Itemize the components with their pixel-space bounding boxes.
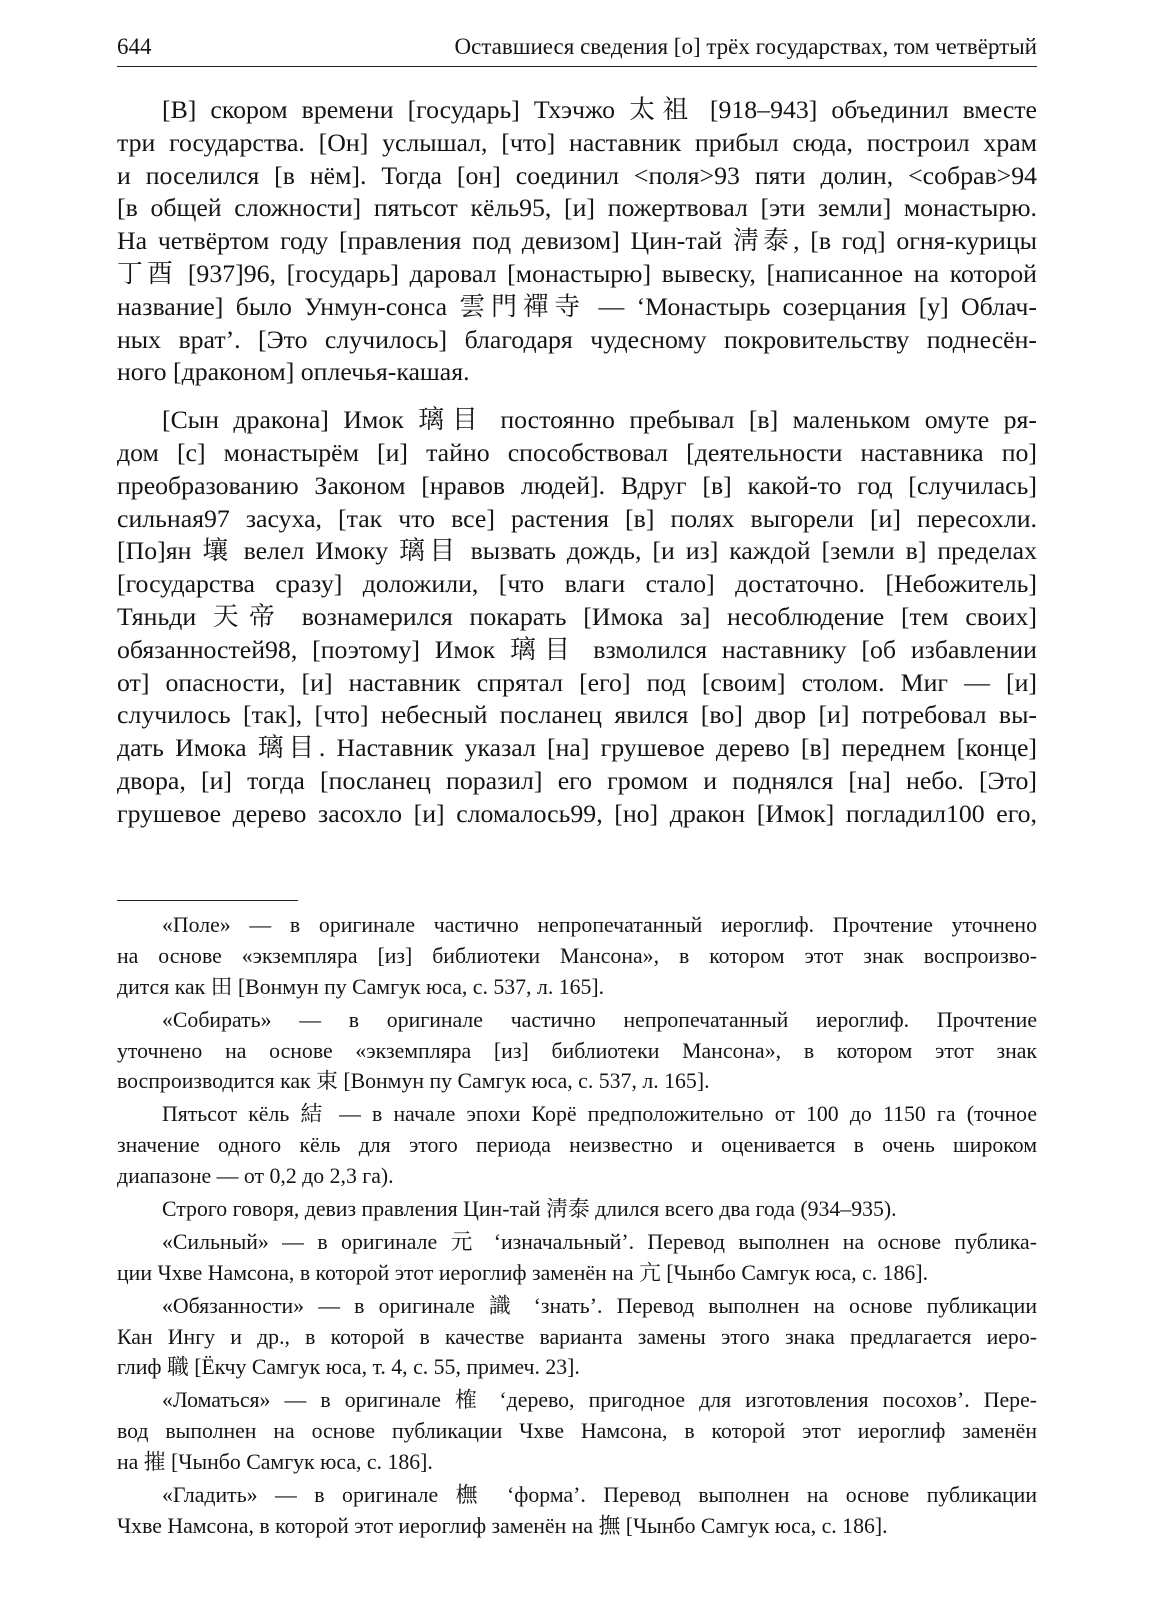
footnote-line: глиф 職 [Ёкчу Самгук юса, т. 4, с. 55, примеч. 23]. <box>117 1355 580 1380</box>
footnote-line: «Сильный» — в оригинале 元 ‘изначальный’. Перевод выполнен на основе публика- <box>162 1229 1037 1254</box>
text-line: [По]ян 壤 велел Имоку 璃目 вызвать дождь, [и из] каждой [земли в] пределах <box>117 536 1037 566</box>
footnote-line: Чхве Намсона, в которой этот иероглиф заменён на 撫 [Чынбо Самгук юса, с. 186]. <box>117 1513 888 1538</box>
text-line: На четвёртом году [правления под девизом] Цин-тай 淸泰, [в год] огня-курицы <box>117 226 1037 256</box>
footnote-line: значение одного кёль для этого периода неизвестно и оценивается в очень широком <box>117 1133 1037 1158</box>
text-line: название] было Унмун-сонса 雲門禪寺 — ‘Монастырь созерцания [у] Облач- <box>117 291 1037 321</box>
footnote-rule <box>117 900 298 901</box>
footnote-line: «Обязанности» — в оригинале 識 ‘знать’. Перевод выполнен на основе публикации <box>162 1293 1037 1318</box>
text-line: [в общей сложности] пятьсот кёль95, [и] пожертвовал [эти земли] монастырю. <box>117 193 1037 223</box>
page-number: 644 <box>117 34 152 59</box>
text-line: ного [драконом] оплечья-кашая. <box>117 357 470 387</box>
footnote-line: на 摧 [Чынбо Самгук юса, с. 186]. <box>117 1450 433 1475</box>
text-line: [Сын дракона] Имок 璃目 постоянно пребывал [в] маленьком омуте ря- <box>162 405 1037 435</box>
footnote-line: дится как 田 [Вонмун пу Самгук юса, с. 537, л. 165]. <box>117 974 605 999</box>
text-line: [В] скором времени [государь] Тхэчжо 太祖 [918–943] объединил вместе <box>162 95 1037 124</box>
text-line: дать Имока 璃目. Наставник указал [на] грушевое дерево [в] переднем [конце] <box>117 733 1037 763</box>
footnote-line: Пятьсот кёль 結 — в начале эпохи Корё предположительно от 100 до 1150 га (точное <box>162 1102 1037 1127</box>
footnote-94 <box>117 1005 1037 1098</box>
footnote-95 <box>117 1099 1037 1192</box>
main-text <box>117 94 1037 831</box>
paragraph-gap <box>117 389 1037 404</box>
text-line: Тяньди 天帝 вознамерился покарать [Имока за] несоблюдение [тем своих] <box>117 601 1037 631</box>
text-line: [государства сразу] доложили, [что влаги стало] достаточно. [Небожитель] <box>117 569 1037 599</box>
running-title: Оставшиеся сведения [о] трёх государствах, том четвёртый <box>454 34 1037 59</box>
paragraph-1 <box>117 94 1037 389</box>
text-line: три государства. [Он] услышал, [что] наставник прибыл сюда, построил храм <box>117 127 1037 157</box>
text-line: и поселился [в нём]. Тогда [он] соединил <поля>93 пяти долин, <собрав>94 <box>117 160 1037 190</box>
footnote-99 <box>117 1385 1037 1478</box>
footnote-line: ции Чхве Намсона, в которой этот иероглиф заменён на 亢 [Чынбо Самгук юса, с. 186]. <box>117 1260 929 1285</box>
footnote-line: Строго говоря, девиз правления Цин-тай 淸泰 длился всего два года (934–935). <box>162 1197 897 1222</box>
footnote-line: Кан Ингу и др., в которой в качестве варианта замены этого знака предлагается иеро- <box>117 1324 1037 1349</box>
running-head <box>117 26 1037 66</box>
text-line: ных врат’. [Это случилось] благодаря чудесному покровительству поднесён- <box>117 324 1037 354</box>
footnote-93 <box>117 910 1037 1003</box>
footnote-98 <box>117 1291 1037 1384</box>
text-line: двора, [и] тогда [посланец поразил] его громом и поднялся [на] небо. [Это] <box>117 765 1037 795</box>
text-line: обязанностей98, [поэтому] Имок 璃目 взмолился наставнику [об избавлении <box>117 634 1037 664</box>
text-line: 丁酉 [937]96, [государь] даровал [монастырю] вывеску, [написанное на которой <box>117 258 1037 288</box>
text-line: грушевое дерево засохло [и] сломалось99, [но] дракон [Имок] погладил100 его, <box>117 798 1037 828</box>
text-line: сильная97 засуха, [так что все] растения [в] полях выгорели [и] пересохли. <box>117 503 1037 533</box>
footnote-line: «Гладить» — в оригинале 橅 ‘форма’. Перевод выполнен на основе публикации <box>162 1483 1037 1508</box>
header-rule <box>117 66 1037 67</box>
footnote-line: на основе «экземпляра [из] библиотеки Мансона», в котором этот знак воспроизво- <box>117 943 1037 968</box>
footnote-line: воспроизводится как 束 [Вонмун пу Самгук юса, с. 537, л. 165]. <box>117 1069 710 1094</box>
footnote-line: «Собирать» — в оригинале частично непропечатанный иероглиф. Прочтение <box>162 1007 1037 1032</box>
footnote-97 <box>117 1227 1037 1289</box>
footnote-line: диапазоне — от 0,2 до 2,3 га). <box>117 1164 394 1189</box>
paragraph-2 <box>117 404 1037 830</box>
footnote-line: «Ломаться» — в оригинале 榷 ‘дерево, пригодное для изготовления посохов’. Пере- <box>162 1388 1037 1413</box>
footnote-line: уточнено на основе «экземпляра [из] библиотеки Мансона», в котором этот знак <box>117 1038 1037 1063</box>
footnote-100 <box>117 1480 1037 1542</box>
text-line: дом [с] монастырём [и] тайно способствовал [деятельности наставника по] <box>117 437 1037 467</box>
footnote-line: вод выполнен на основе публикации Чхве Намсона, в которой этот иероглиф заменён <box>117 1419 1037 1444</box>
text-line: преобразованию Законом [нравов людей]. Вдруг [в] какой-то год [случилась] <box>117 470 1037 500</box>
footnote-line: «Поле» — в оригинале частично непропечатанный иероглиф. Прочтение уточнено <box>162 913 1037 937</box>
text-line: случилось [так], [что] небесный посланец явился [во] двор [и] потребовал вы- <box>117 700 1037 730</box>
text-line: от] опасности, [и] наставник спрятал [его] под [своим] столом. Миг — [и] <box>117 667 1037 697</box>
footnote-96 <box>117 1194 1037 1225</box>
footnotes <box>117 910 1037 1542</box>
